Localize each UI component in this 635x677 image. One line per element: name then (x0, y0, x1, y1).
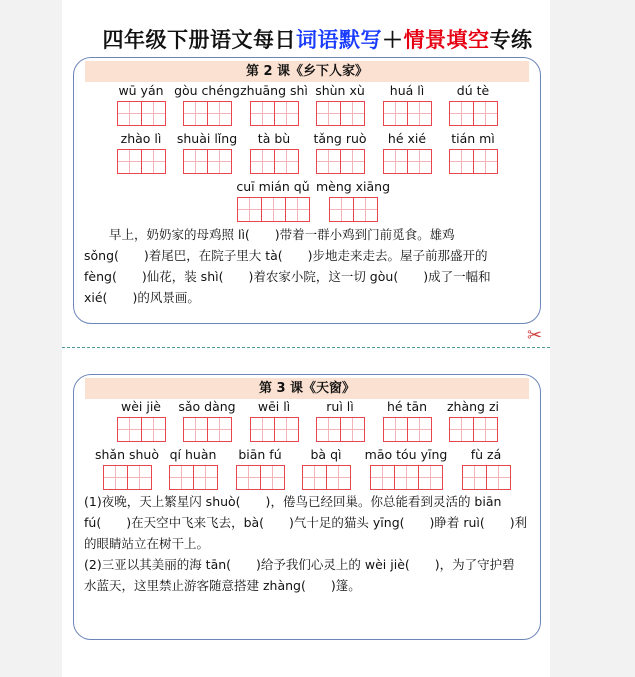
word-pinyin: tián mì (451, 131, 495, 146)
tianzige-box[interactable] (169, 465, 194, 490)
paragraph-line: (2)三亚以其美丽的海 tān( )给予我们心灵上的 wèi jiè( )，为了守护碧 (84, 557, 515, 572)
word-pinyin: gòu chéng (174, 83, 240, 98)
tianzige-box[interactable] (250, 149, 275, 174)
tianzige-box[interactable] (473, 101, 498, 126)
word-pinyin: shuài lǐng (176, 131, 238, 146)
tianzige-box[interactable] (326, 465, 351, 490)
word-pinyin: zhào lì (120, 131, 162, 146)
paragraph-line: 早上，奶奶家的母鸡照 lì( )带着一群小鸡到门前觅食。雄鸡 (84, 227, 455, 242)
tianzige-box[interactable] (117, 149, 142, 174)
tianzige-box[interactable] (302, 465, 327, 490)
lesson-2-heading: 第 2 课《乡下人家》 (85, 61, 529, 82)
tianzige-box[interactable] (473, 417, 498, 442)
writing-grid (431, 465, 541, 490)
title-part-1: 四年级下册语文每日 (102, 28, 296, 52)
scissors-icon: ✂ (527, 325, 543, 346)
word-item (418, 83, 528, 126)
word-pinyin: huá lì (389, 83, 425, 98)
tianzige-box[interactable] (316, 417, 341, 442)
word-pinyin: shùn xù (315, 83, 365, 98)
paragraph-line: 的眼睛站立在树干上。 (84, 536, 210, 551)
tianzige-box[interactable] (261, 197, 286, 222)
writing-grid (418, 101, 528, 126)
page-title (0, 24, 635, 54)
tianzige-box[interactable] (117, 417, 142, 442)
paragraph-line: sǒng( )着尾巴，在院子里大 tà( )步地走来走去。屋子前那盛开的 (84, 248, 488, 263)
word-item (418, 131, 528, 174)
tianzige-box[interactable] (449, 417, 474, 442)
tianzige-box[interactable] (250, 417, 275, 442)
tianzige-box[interactable] (486, 465, 511, 490)
tianzige-box[interactable] (329, 197, 354, 222)
tianzige-box[interactable] (117, 101, 142, 126)
writing-grid (298, 197, 408, 222)
word-pinyin: wèi jiè (121, 399, 161, 414)
cut-line (62, 347, 550, 348)
tianzige-box[interactable] (237, 197, 262, 222)
writing-grid (418, 417, 528, 442)
word-pinyin: tà bù (257, 131, 291, 146)
tianzige-box[interactable] (250, 101, 275, 126)
tianzige-box[interactable] (183, 149, 208, 174)
word-pinyin: hé xié (387, 131, 427, 146)
writing-grid (418, 149, 528, 174)
word-pinyin: mèng xiāng (315, 179, 391, 194)
tianzige-box[interactable] (353, 197, 378, 222)
title-part-2: 词语默写 (296, 28, 382, 52)
tianzige-box[interactable] (183, 101, 208, 126)
word-item (418, 399, 528, 442)
word-pinyin: māo tóu yīng (364, 447, 448, 462)
paragraph-line: fú( )在天空中飞来飞去，bà( )气十足的猫头 yīng( )睁着 ruì( )利 (84, 515, 528, 530)
paragraph-line: xié( )的风景画。 (84, 290, 200, 305)
word-item (431, 447, 541, 490)
word-pinyin: fù zá (470, 447, 502, 462)
lesson-2-paragraph (84, 224, 530, 308)
word-pinyin: wēi lì (257, 399, 291, 414)
paragraph-line: 水蓝天，这里禁止游客随意搭建 zhàng( )篷。 (84, 578, 361, 593)
title-part-5: 专练 (489, 28, 533, 52)
word-pinyin: wū yán (118, 83, 164, 98)
tianzige-box[interactable] (370, 465, 395, 490)
lesson-3-card (73, 374, 541, 640)
tianzige-box[interactable] (383, 101, 408, 126)
word-pinyin: dú tè (456, 83, 490, 98)
title-part-4: 情景填空 (403, 28, 490, 52)
tianzige-box[interactable] (449, 149, 474, 174)
tianzige-box[interactable] (236, 465, 261, 490)
lesson-2-card (73, 57, 541, 324)
tianzige-box[interactable] (462, 465, 487, 490)
title-part-3: ＋ (382, 28, 404, 52)
word-pinyin: qí huàn (169, 447, 217, 462)
word-pinyin: cuī mián qǔ (236, 179, 310, 194)
tianzige-box[interactable] (316, 149, 341, 174)
word-pinyin: bà qì (310, 447, 342, 462)
tianzige-box[interactable] (316, 101, 341, 126)
word-pinyin: tǎng ruò (313, 131, 367, 146)
paragraph-line: (1)夜晚，天上繁星闪 shuò( )，倦鸟已经回巢。你总能看到灵活的 biān (84, 494, 502, 509)
paragraph-line: fèng( )仙花，装 shì( )着农家小院，这一切 gòu( )成了一幅和 (84, 269, 491, 284)
word-pinyin: biān fú (238, 447, 282, 462)
tianzige-box[interactable] (383, 417, 408, 442)
word-pinyin: sǎo dàng (178, 399, 236, 414)
tianzige-box[interactable] (103, 465, 128, 490)
word-pinyin: zhuāng shì (240, 83, 308, 98)
word-pinyin: zhàng zi (446, 399, 499, 414)
tianzige-box[interactable] (394, 465, 419, 490)
tianzige-box[interactable] (473, 149, 498, 174)
word-pinyin: ruì lì (326, 399, 354, 414)
word-pinyin: shǎn shuò (95, 447, 159, 462)
word-pinyin: hé tān (386, 399, 428, 414)
tianzige-box[interactable] (449, 101, 474, 126)
tianzige-box[interactable] (383, 149, 408, 174)
word-item (298, 179, 408, 222)
lesson-3-heading: 第 3 课《天窗》 (85, 378, 529, 399)
tianzige-box[interactable] (183, 417, 208, 442)
lesson-3-paragraph (84, 491, 530, 596)
